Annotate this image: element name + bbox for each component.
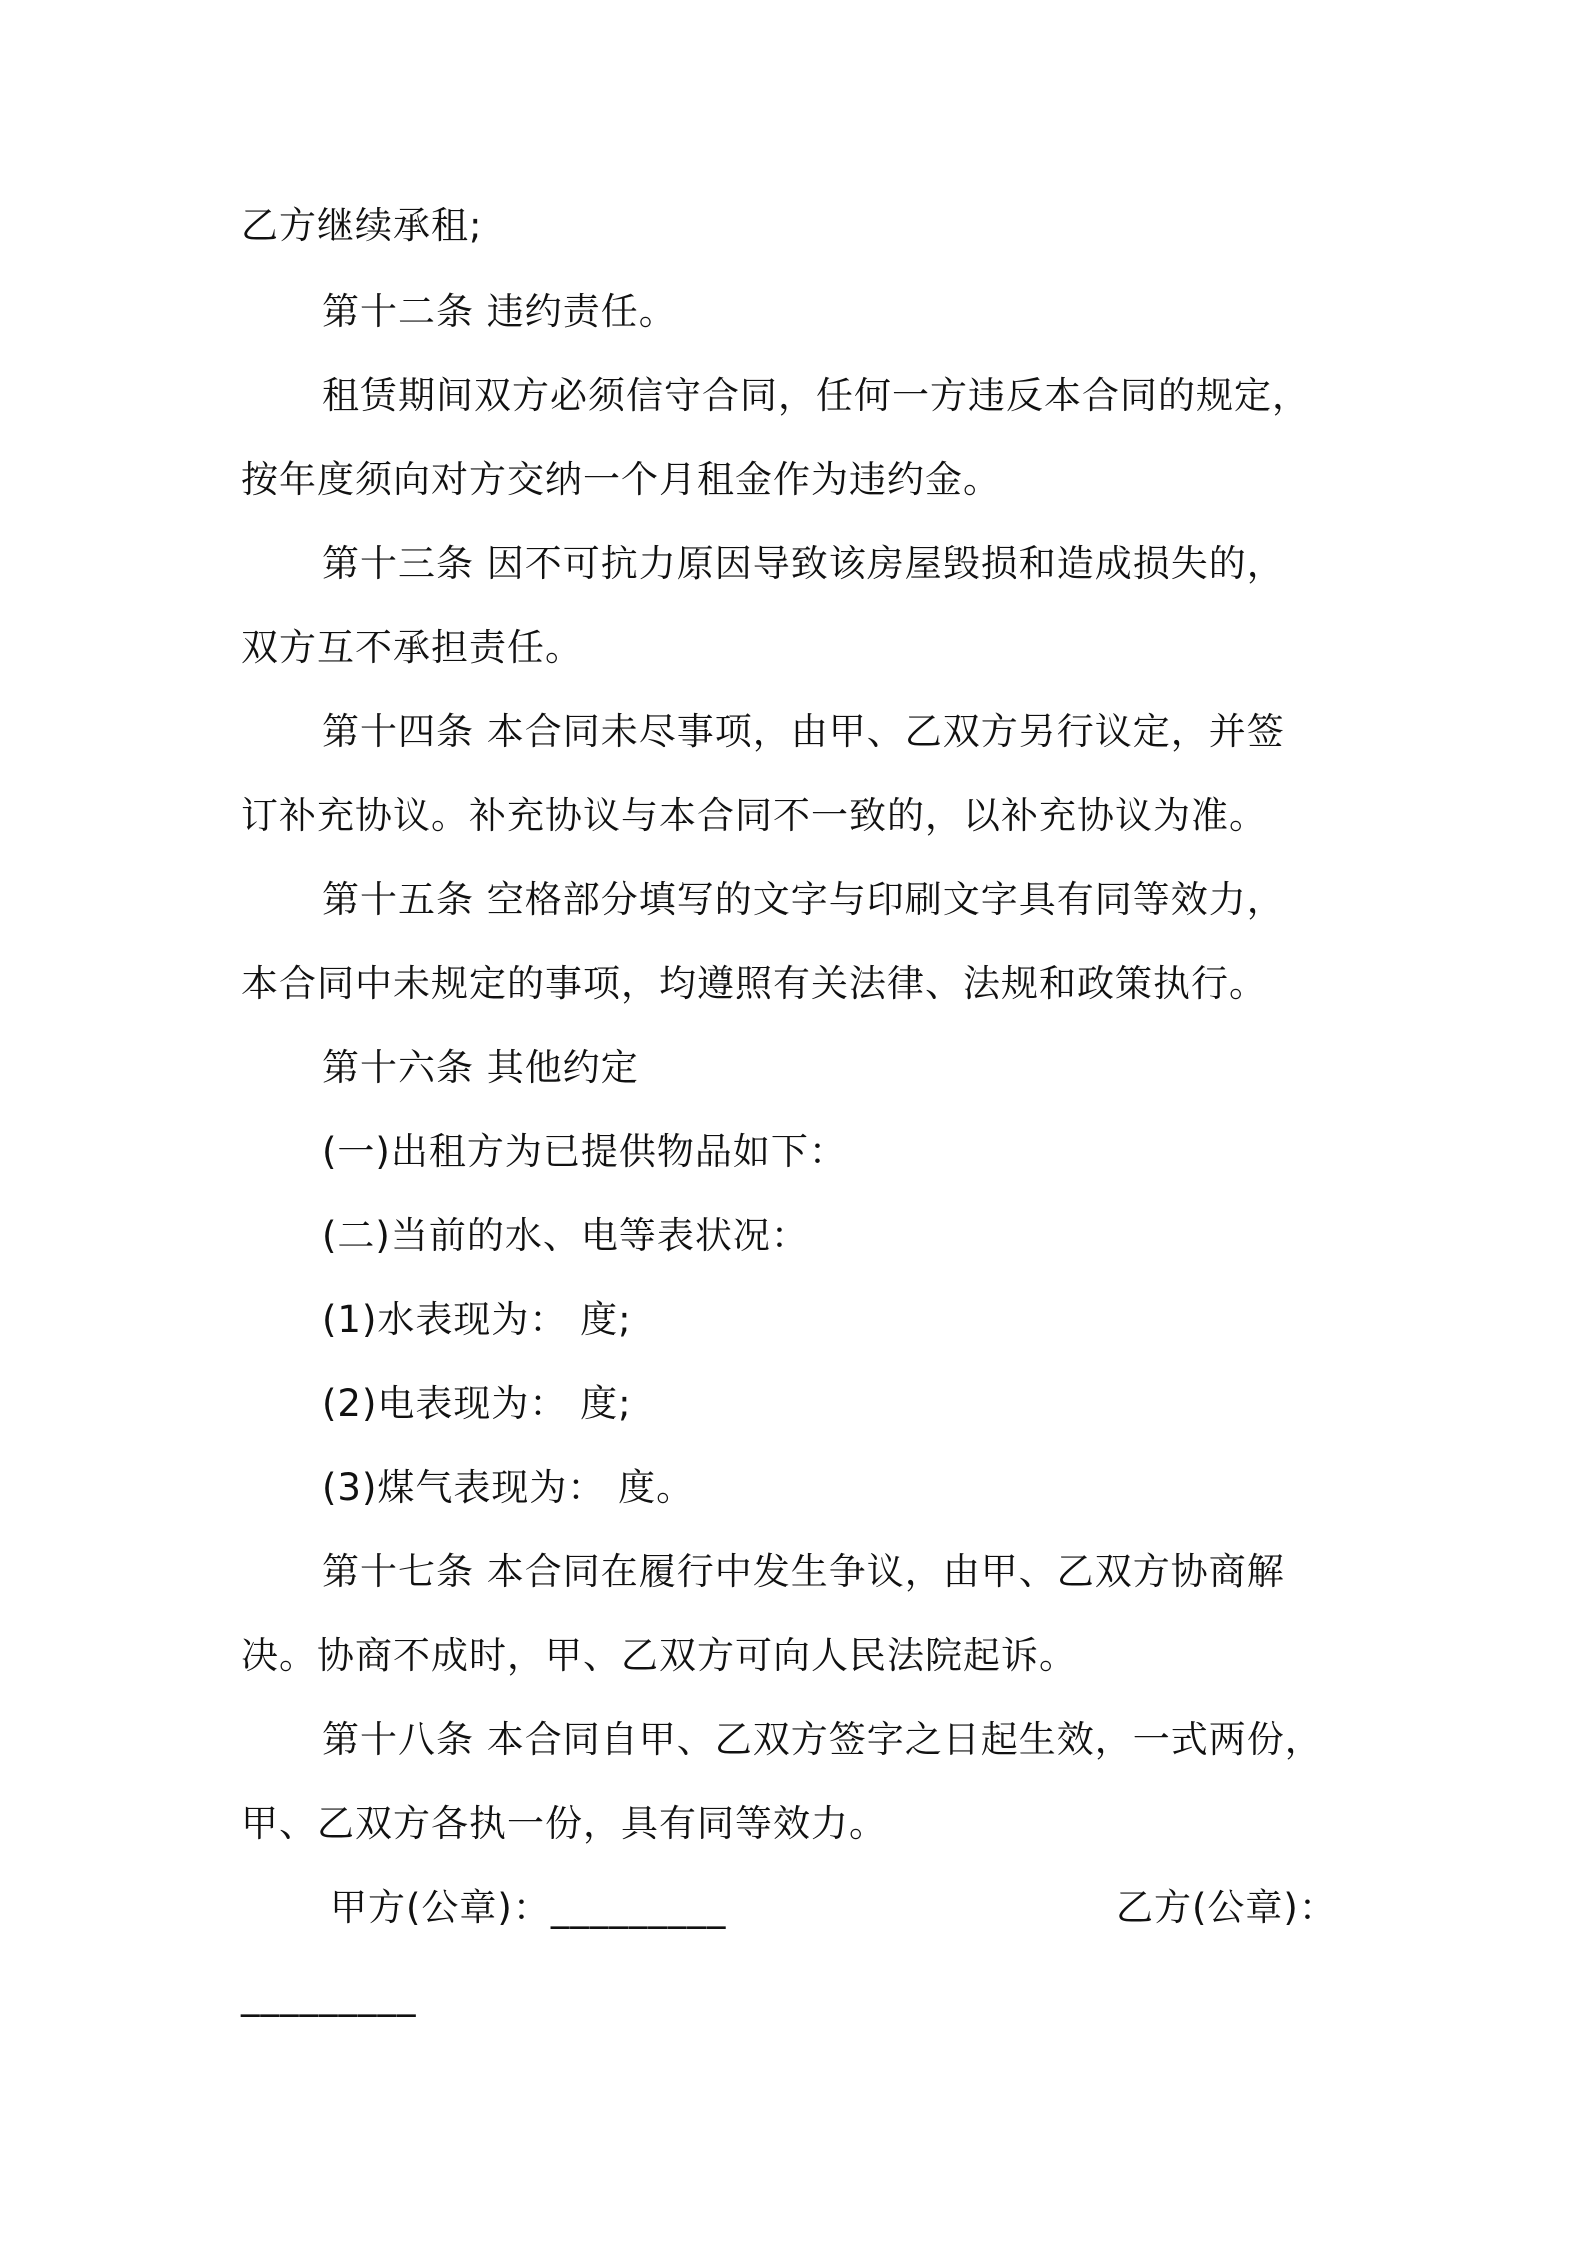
article-16-heading: 第十六条 其他约定 [322, 1046, 639, 1089]
article-17-text-2: 决。协商不成时，甲、乙双方可向人民法院起诉。 [241, 1634, 1077, 1677]
water-meter-line: (1)水表现为： 度; [322, 1298, 632, 1341]
article-15-text-1: 第十五条 空格部分填写的文字与印刷文字具有同等效力， [322, 878, 1285, 921]
article-18-text-2: 甲、乙双方各执一份，具有同等效力。 [241, 1802, 887, 1845]
article-12-text-2: 按年度须向对方交纳一个月租金作为违约金。 [241, 458, 1001, 501]
party-b-signature: 乙方(公章)： [1116, 1886, 1337, 1929]
article-12-heading: 第十二条 违约责任。 [322, 290, 677, 333]
article-15-text-2: 本合同中未规定的事项，均遵照有关法律、法规和政策执行。 [241, 962, 1267, 1005]
article-17-text-1: 第十七条 本合同在履行中发生争议，由甲、乙双方协商解 [322, 1550, 1285, 1593]
signature-continuation-line: _________ [241, 1974, 417, 2017]
article-13-text-1: 第十三条 因不可抗力原因导致该房屋毁损和造成损失的， [322, 542, 1285, 585]
article-14-text-1: 第十四条 本合同未尽事项，由甲、乙双方另行议定，并签 [322, 710, 1285, 753]
article-16-item-2: (二)当前的水、电等表状况： [322, 1214, 809, 1257]
article-13-text-2: 双方互不承担责任。 [241, 626, 583, 669]
gas-meter-line: (3)煤气表现为： 度。 [322, 1466, 695, 1509]
article-16-item-1: (一)出租方为已提供物品如下： [322, 1130, 847, 1173]
party-a-signature: 甲方(公章)：_________ [330, 1886, 727, 1929]
electric-meter-line: (2)电表现为： 度; [322, 1382, 632, 1425]
article-18-text-1: 第十八条 本合同自甲、乙双方签字之日起生效，一式两份， [322, 1718, 1323, 1761]
article-14-text-2: 订补充协议。补充协议与本合同不一致的，以补充协议为准。 [241, 794, 1267, 837]
text-line-1: 乙方继续承租; [241, 204, 483, 247]
article-12-text-1: 租赁期间双方必须信守合同，任何一方违反本合同的规定， [322, 374, 1310, 417]
